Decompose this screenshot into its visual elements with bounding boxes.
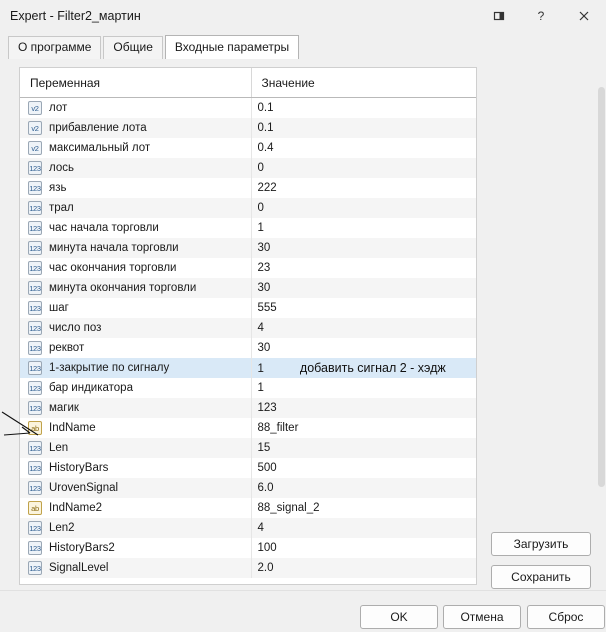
- type-string-icon: ab: [28, 421, 42, 435]
- type-number-icon: v2: [28, 141, 42, 155]
- variable-name: Len2: [49, 522, 75, 534]
- cell-variable: [20, 338, 251, 358]
- load-button[interactable]: Загрузить: [491, 532, 591, 556]
- reset-button[interactable]: Сброс: [527, 605, 605, 629]
- cell-variable: [20, 118, 251, 138]
- tab-inputs[interactable]: [165, 35, 299, 59]
- column-header-variable: Переменная: [20, 68, 251, 98]
- type-number-icon: 123: [28, 201, 42, 215]
- type-number-icon: 123: [28, 481, 42, 495]
- cell-value[interactable]: 30: [251, 238, 476, 258]
- variable-name: Len: [49, 442, 69, 454]
- cell-value[interactable]: 0.1: [257, 102, 274, 114]
- cell-value[interactable]: 0.4: [257, 142, 274, 154]
- cell-comment: добавить сигнал 2 - хэдж: [299, 361, 446, 375]
- cell-variable: [20, 218, 251, 238]
- help-icon[interactable]: [520, 0, 562, 31]
- close-icon[interactable]: [562, 0, 606, 31]
- type-number-icon: 123: [28, 541, 42, 555]
- variable-name: лось: [49, 162, 74, 174]
- inputs-panel: [0, 59, 606, 590]
- variable-name: час начала торговли: [49, 222, 159, 234]
- table-row[interactable]: [20, 178, 476, 198]
- variable-name: UrovenSignal: [49, 482, 119, 494]
- table-row[interactable]: [20, 438, 476, 458]
- cell-variable: [20, 498, 251, 518]
- cell-value[interactable]: 4: [251, 518, 476, 538]
- window-controls: [478, 0, 606, 31]
- table-row[interactable]: [20, 258, 476, 278]
- cell-variable: [20, 238, 251, 258]
- cell-variable: [20, 198, 251, 218]
- cell-value[interactable]: 23: [257, 262, 271, 274]
- grid-header-row: [20, 68, 476, 98]
- table-row[interactable]: [20, 338, 476, 358]
- type-number-icon: 123: [28, 301, 42, 315]
- title-bar: [0, 0, 606, 31]
- variable-name: минута начала торговли: [49, 242, 179, 254]
- cell-value-with-comment[interactable]: [251, 358, 476, 378]
- cell-value[interactable]: 2.0: [251, 558, 476, 578]
- type-number-icon: v2: [28, 121, 42, 135]
- tab-strip: [0, 35, 606, 59]
- vertical-scrollbar[interactable]: [597, 59, 606, 590]
- parameters-grid[interactable]: [19, 67, 477, 585]
- table-row[interactable]: [20, 118, 476, 138]
- table-row[interactable]: [20, 538, 476, 558]
- cell-variable: [20, 138, 251, 158]
- cell-variable: [20, 418, 251, 438]
- variable-name: бар индикатора: [49, 382, 133, 394]
- type-number-icon: 123: [28, 441, 42, 455]
- table-row[interactable]: [20, 418, 476, 438]
- type-number-icon: 123: [28, 321, 42, 335]
- type-number-icon: 123: [28, 341, 42, 355]
- cell-variable: [20, 318, 251, 338]
- cell-value[interactable]: 4: [251, 318, 476, 338]
- variable-name: трал: [49, 202, 74, 214]
- cell-value[interactable]: 1: [257, 382, 264, 394]
- cell-variable: [20, 278, 251, 298]
- cell-variable: [20, 298, 251, 318]
- type-number-icon: 123: [28, 361, 42, 375]
- cell-variable: [20, 558, 251, 578]
- table-row[interactable]: [20, 378, 476, 398]
- variable-name: реквот: [49, 342, 85, 354]
- variable-name: IndName2: [49, 502, 103, 514]
- type-number-icon: 123: [28, 281, 42, 295]
- type-number-icon: 123: [28, 381, 42, 395]
- variable-name: час окончания торговли: [49, 262, 177, 274]
- table-row[interactable]: [20, 398, 476, 418]
- variable-name: SignalLevel: [49, 562, 109, 574]
- cell-value[interactable]: 6.0: [251, 478, 476, 498]
- table-row[interactable]: [20, 298, 476, 318]
- variable-name: магик: [49, 402, 79, 414]
- cell-variable: [20, 258, 251, 278]
- variable-name: лот: [49, 102, 68, 114]
- variable-name: прибавление лота: [49, 122, 147, 134]
- tab-about[interactable]: [8, 36, 101, 59]
- type-number-icon: 123: [28, 461, 42, 475]
- table-row[interactable]: [20, 98, 476, 119]
- cell-value[interactable]: 1: [257, 222, 264, 234]
- table-row[interactable]: [20, 278, 476, 298]
- cell-variable: [20, 458, 251, 478]
- tab-inputs-label: Входные параметры: [174, 40, 290, 54]
- type-number-icon: v2: [28, 101, 42, 115]
- variable-name: минута окончания торговли: [49, 282, 197, 294]
- table-row[interactable]: [20, 478, 476, 498]
- dialog-footer: [0, 590, 606, 632]
- type-string-icon: ab: [28, 501, 42, 515]
- cell-value[interactable]: 30: [257, 342, 271, 354]
- cell-value[interactable]: 0.1: [251, 118, 476, 138]
- variable-name: максимальный лот: [49, 142, 151, 154]
- grid-body: [20, 98, 476, 579]
- cell-value[interactable]: 0: [251, 158, 476, 178]
- cell-value[interactable]: 88_filter: [257, 422, 299, 434]
- table-row[interactable]: [20, 238, 476, 258]
- cancel-button[interactable]: Отмена: [443, 605, 521, 629]
- cell-variable: [20, 178, 251, 198]
- cell-value[interactable]: 100: [257, 542, 277, 554]
- type-number-icon: 123: [28, 181, 42, 195]
- cell-value[interactable]: 500: [257, 462, 277, 474]
- type-number-icon: 123: [28, 161, 42, 175]
- table-row[interactable]: [20, 218, 476, 238]
- table-row[interactable]: [20, 198, 476, 218]
- cell-value: 1: [257, 363, 264, 375]
- tab-about-label: О программе: [18, 40, 92, 54]
- variable-name: шаг: [49, 302, 69, 314]
- table-row[interactable]: [20, 558, 476, 578]
- variable-name: число поз: [49, 322, 102, 334]
- cell-variable: [20, 98, 251, 119]
- scrollbar-thumb[interactable]: [598, 87, 605, 487]
- side-button-group: [491, 532, 591, 598]
- cell-variable: [20, 438, 251, 458]
- table-row-selected[interactable]: [20, 358, 476, 378]
- restore-down-icon[interactable]: [478, 0, 520, 31]
- type-number-icon: 123: [28, 401, 42, 415]
- cell-value[interactable]: 30: [251, 278, 476, 298]
- type-number-icon: 123: [28, 261, 42, 275]
- window-title: Expert - Filter2_мартин: [10, 8, 141, 23]
- cell-value[interactable]: 88_signal_2: [257, 502, 320, 514]
- type-number-icon: 123: [28, 521, 42, 535]
- variable-name: HistoryBars: [49, 462, 109, 474]
- cell-variable: [20, 538, 251, 558]
- ok-button[interactable]: OK: [360, 605, 438, 629]
- cell-value[interactable]: 222: [257, 182, 277, 194]
- save-button[interactable]: Сохранить: [491, 565, 591, 589]
- cell-variable: [20, 158, 251, 178]
- table-row[interactable]: [20, 318, 476, 338]
- cell-value[interactable]: 0: [251, 198, 476, 218]
- cell-variable: [20, 378, 251, 398]
- variable-name: язь: [49, 182, 67, 194]
- table-row[interactable]: [20, 458, 476, 478]
- table-row[interactable]: [20, 138, 476, 158]
- cell-variable: [20, 398, 251, 418]
- type-number-icon: 123: [28, 241, 42, 255]
- variable-name: IndName: [49, 422, 96, 434]
- tab-common-label: Общие: [113, 40, 153, 54]
- table-row[interactable]: [20, 498, 476, 518]
- type-number-icon: 123: [28, 561, 42, 575]
- cell-variable: [20, 478, 251, 498]
- svg-text:?: ?: [537, 8, 545, 23]
- column-header-value: Значение: [251, 68, 476, 98]
- cell-variable: [20, 518, 251, 538]
- cell-value[interactable]: 123: [251, 398, 476, 418]
- type-number-icon: 123: [28, 221, 42, 235]
- variable-name: 1-закрытие по сигналу: [49, 362, 170, 374]
- table-row[interactable]: [20, 158, 476, 178]
- cell-value[interactable]: 555: [257, 302, 277, 314]
- cell-value[interactable]: 15: [251, 438, 476, 458]
- variable-name: HistoryBars2: [49, 542, 115, 554]
- table-row[interactable]: [20, 518, 476, 538]
- tab-common[interactable]: [103, 36, 162, 59]
- cell-variable: [20, 358, 251, 378]
